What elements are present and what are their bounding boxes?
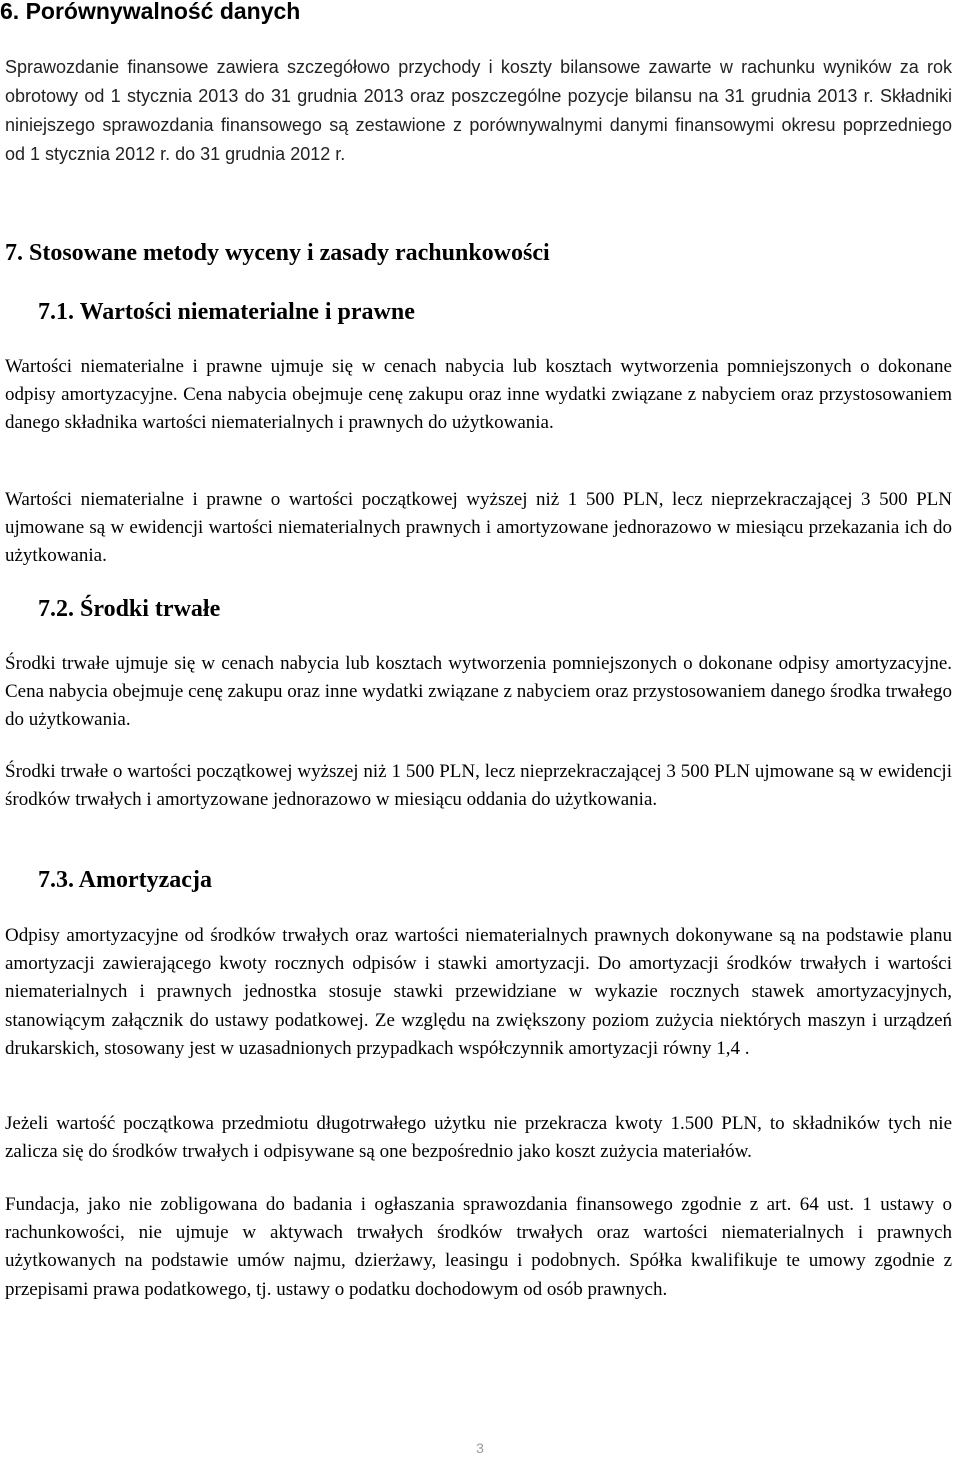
- page-number: 3: [476, 1440, 484, 1456]
- section-7-heading: 7. Stosowane metody wyceny i zasady rachunkowości: [5, 240, 550, 266]
- section-7-1-heading: 7.1. Wartości niematerialne i prawne: [38, 299, 415, 325]
- section-6-paragraph: Sprawozdanie finansowe zawiera szczegółowo przychody i koszty bilansowe zawarte w rachunku wyników za rok obrotowy od 1 stycznia 2013 do 31 grudnia 2013 oraz poszczególne pozycje bilansu na 31 grudnia 2013 r. Składniki niniejszego sprawozdania finansowego są zestawione z porównywalnymi danymi finansowymi okresu poprzedniego od 1 stycznia 2012 r. do 31 grudnia 2012 r.: [5, 57, 952, 164]
- section-7-1-paragraph-1: Wartości niematerialne i prawne ujmuje się w cenach nabycia lub kosztach wytworzenia pomniejszonych o dokonane odpisy amortyzacyjne. Cena nabycia obejmuje cenę zakupu oraz inne wydatki związane z nabyciem oraz przystosowaniem danego składnika wartości niematerialnych i prawnych do użytkowania.: [5, 356, 952, 434]
- section-7-1-paragraph-2: Wartości niematerialne i prawne o wartości początkowej wyższej niż 1 500 PLN, lecz nieprzekraczającej 3 500 PLN ujmowane są w ewidencji wartości niematerialnych prawnych i amortyzowane jednorazowo w miesiącu przekazania ich do użytkowania.: [5, 489, 952, 567]
- section-7-3-paragraph-1: Odpisy amortyzacyjne od środków trwałych oraz wartości niematerialnych prawnych dokonywane są na podstawie planu amortyzacji zawierającego kwoty rocznych odpisów i stawki amortyzacji. Do amortyzacji środków trwałych i wartości niematerialnych i prawnych jednostka stosuje stawki przewidziane w wykazie rocznych stawek amortyzacyjnych, stanowiącym załącznik do ustawy podatkowej. Ze względu na zwiększony poziom zużycia niektórych maszyn i urządzeń drukarskich, stosowany jest w uzasadnionych przypadkach współczynnik amortyzacji równy 1,4 .: [5, 925, 952, 1059]
- section-7-2-heading: 7.2. Środki trwałe: [38, 596, 221, 622]
- section-7-3-heading: 7.3. Amortyzacja: [38, 867, 212, 893]
- section-6-heading: 6. Porównywalność danych: [0, 0, 301, 24]
- section-7-3-paragraph-3: Fundacja, jako nie zobligowana do badania i ogłaszania sprawozdania finansowego zgodnie z art. 64 ust. 1 ustawy o rachunkowości, nie ujmuje w aktywach trwałych środków trwałych oraz wartości niematerialnych i prawnych użytkowanych na podstawie umów najmu, dzierżawy, leasingu i podobnych. Spółka kwalifikuje te umowy zgodnie z przepisami prawa podatkowego, tj. ustawy o podatku dochodowym od osób prawnych.: [5, 1194, 952, 1300]
- section-7-2-paragraph-1: Środki trwałe ujmuje się w cenach nabycia lub kosztach wytworzenia pomniejszonych o dokonane odpisy amortyzacyjne. Cena nabycia obejmuje cenę zakupu oraz inne wydatki związane z nabyciem oraz przystosowaniem danego środka trwałego do użytkowania.: [5, 653, 952, 731]
- section-7-2-paragraph-2: Środki trwałe o wartości początkowej wyższej niż 1 500 PLN, lecz nieprzekraczającej 3 500 PLN ujmowane są w ewidencji środków trwałych i amortyzowane jednorazowo w miesiącu oddania do użytkowania.: [5, 761, 952, 811]
- section-7-3-paragraph-2: Jeżeli wartość początkowa przedmiotu długotrwałego użytku nie przekracza kwoty 1.500 PLN, to składników tych nie zalicza się do środków trwałych i odpisywane są one bezpośrednio jako koszt zużycia materiałów.: [5, 1113, 952, 1163]
